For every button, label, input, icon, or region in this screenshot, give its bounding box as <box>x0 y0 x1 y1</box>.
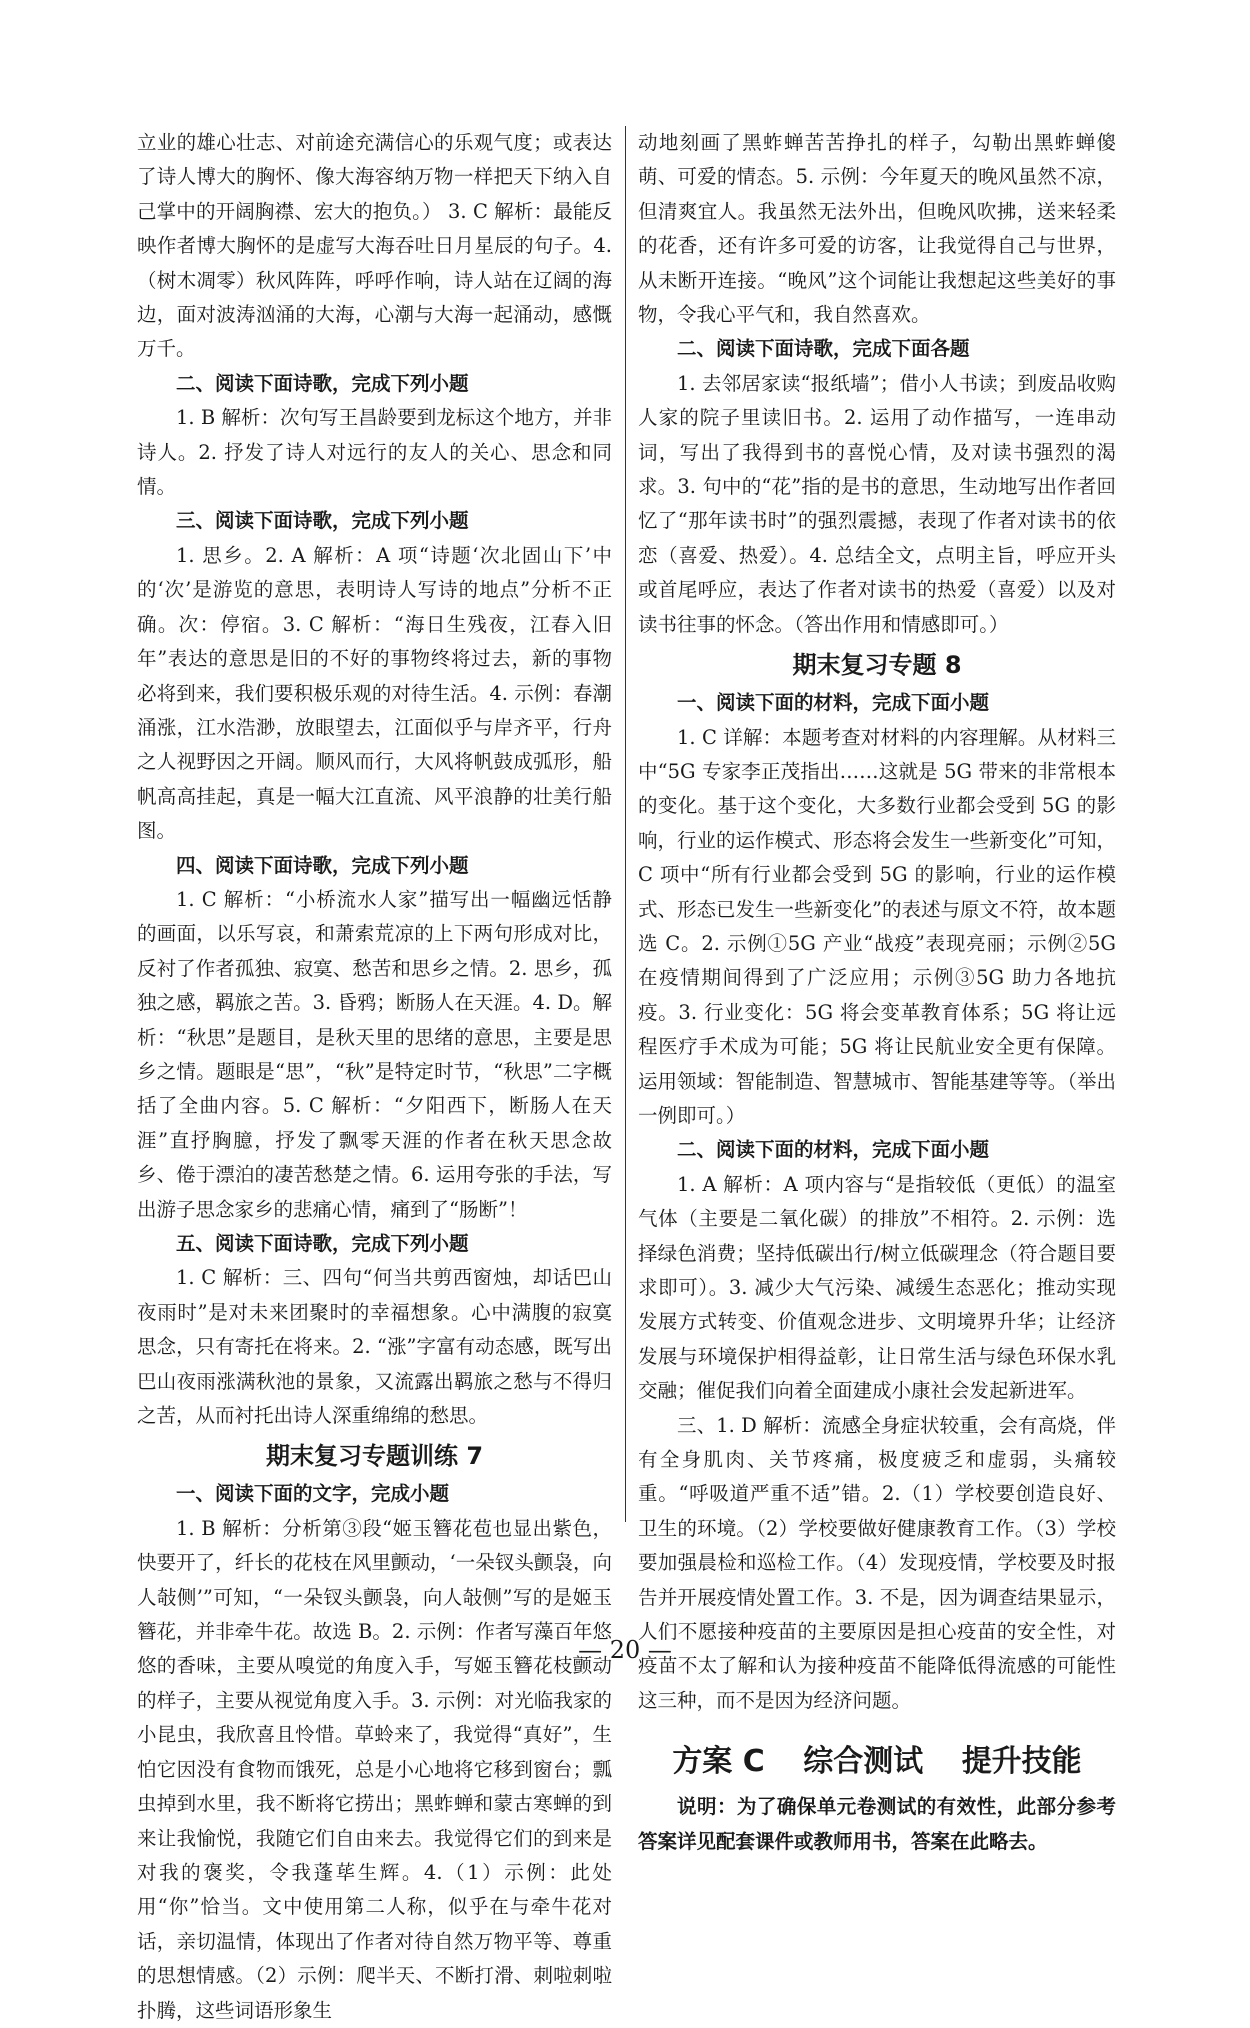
section-heading: 二、阅读下面诗歌，完成下列小题 <box>176 371 469 395</box>
section-heading: 四、阅读下面诗歌，完成下列小题 <box>176 853 469 877</box>
plan-title-part: 方案 C <box>672 1744 765 1780</box>
paragraph: 1. B 解析：分析第③段“姬玉簪花苞也显出紫色，快要开了，纤长的花枝在风里颤动，‘一朵钗头颤袅，向人敧侧’”可知，“一朵钗头颤袅，向人敧侧”写的是姬玉簪花，并非牵牛花。故选 B。2. 示例：作者写藻百年悠悠的香味，主要从嗅觉的角度入手，写姬玉簪花枝颤动的样子，主要从视觉角度入手。3. 示例：对光临我家的小昆虫，我欣喜且怜惜。草蛉来了，我觉得“真好”，生怕它因没有食物而饿死，总是小心地将它移到窗台；瓢虫掉到水里，我不断将它捞出；黑蚱蝉和蒙古寒蝉的到来让我愉悦，我随它们自由来去。我觉得它们的到来是对我的褒奖，令我蓬荜生辉。4.（1）示例：此处用“你”恰当。文中使用第二人称，似乎在与牵牛花对话，亲切温情，体现出了作者对待自然万物平等、尊重的思想情感。（2）示例：爬半天、不断打滑、刺啦刺啦扑腾，这些词语形象生 <box>137 1516 612 2022</box>
paragraph: 1. C 解析：“小桥流水人家”描写出一幅幽远恬静的画面，以乐写哀，和萧索荒凉的上下两句形成对比，反衬了作者孤独、寂寞、愁苦和思乡之情。2. 思乡，孤独之感，羁旅之苦。3. 昏鸦；断肠人在天涯。4. D。解析：“秋思”是题目，是秋天里的思绪的意思，主要是思乡之情。题眼是“思”，“秋”是特定时节，“秋思”二字概括了全曲内容。5. C 解析：“夕阳西下，断肠人在天涯”直抒胸臆，抒发了飘零天涯的作者在秋天思念故乡、倦于漂泊的凄苦愁楚之情。6. 运用夸张的手法，写出游子思念家乡的悲痛心情，痛到了“肠断”！ <box>137 887 612 1221</box>
section-heading: 一、阅读下面的材料，完成下面小题 <box>677 691 990 715</box>
plan-title-part: 综合测试 <box>803 1744 924 1780</box>
paragraph: 1. B 解析：次句写王昌龄要到龙标这个地方，并非诗人。2. 抒发了诗人对远行的友人的关心、思念和同情。 <box>137 406 612 499</box>
paragraph: 三、1. D 解析：流感全身症状较重，会有高烧，伴有全身肌肉、关节疼痛，极度疲乏和虚弱，头痛较重。“呼吸道严重不适”错。2.（1）学校要创造良好、卫生的环境。（2）学校要做好健康教育工作。（3）学校要加强晨检和巡检工作。（4）发现疫情，学校要及时报告并开展疫情处置工作。3. 不是，因为调查结果显示，人们不愿接种疫苗的主要原因是担心疫苗的安全性，对疫苗不太了解和认为接种疫苗不能降低得流感的可能性这三种，而不是因为经济问题。 <box>638 1413 1116 1712</box>
section-heading: 二、阅读下面诗歌，完成下面各题 <box>677 337 970 361</box>
chapter-title: 期末复习专题训练 7 <box>265 1442 484 1471</box>
paragraph: 1. C 详解：本题考查对材料的内容理解。从材料三中“5G 专家李正茂指出……这就是 5G 带来的非常根本的变化。基于这个变化，大多数行业都会受到 5G 的影响，行业的运作模式、形态将会发生一些新变化”可知，C 项中“所有行业都会受到 5G 的影响，行业的运作模式、形态已发生一些新变化”的表述与原文不符，故本题选 C。2. 示例①5G 产业“战疫”表现亮丽；示例②5G 在疫情期间得到了广泛应用；示例③5G 助力各地抗疫。3. 行业变化：5G 将会变革教育体系；5G 将让远程医疗手术成为可能；5G 将让民航业安全更有保障。运用领域：智能制造、智慧城市、智能基建等等。（举出一例即可。） <box>638 725 1116 1127</box>
paragraph: 1. A 解析：A 项内容与“是指较低（更低）的温室气体（主要是二氧化碳）的排放”不相符。2. 示例：选择绿色消费；坚持低碳出行/树立低碳理念（符合题目要求即可）。3. 减少大气污染、减缓生态恶化；推动实现发展方式转变、价值观念进步、文明境界升华；让经济发展与环境保护相得益彰，让日常生活与绿色环保水乳交融；催促我们向着全面建成小康社会发起新进军。 <box>638 1172 1116 1403</box>
section-heading: 一、阅读下面的文字，完成小题 <box>176 1482 450 1506</box>
section-heading: 三、阅读下面诗歌，完成下列小题 <box>176 509 469 533</box>
page-number: — 20 — <box>578 1636 672 1664</box>
paragraph: 1. 思乡。2. A 解析：A 项“诗题‘次北固山下’中的‘次’是游览的意思，表明诗人写诗的地点”分析不正确。次：停宿。3. C 解析：“海日生残夜，江春入旧年”表达的意思是旧的不好的事物终将过去，新的事物必将到来，我们要积极乐观的对待生活。4. 示例：春潮涌涨，江水浩渺，放眼望去，江面似乎与岸齐平，行舟之人视野因之开阔。顺风而行，大风将帆鼓成弧形，船帆高高挂起，真是一幅大江直流、风平浪静的壮美行船图。 <box>137 543 612 843</box>
paragraph: 1. 去邻居家读“报纸墙”；借小人书读；到废品收购人家的院子里读旧书。2. 运用了动作描写，一连串动词，写出了我得到书的喜悦心情，及对读书强烈的渴求。3. 句中的“花”指的是书的意思，生动地写出作者回忆了“那年读书时”的强烈震撼，表现了作者对读书的依恋（喜爱、热爱）。4. 总结全文，点明主旨，呼应开头或首尾呼应，表达了作者对读书的热爱（喜爱）以及对读书往事的怀念。（答出作用和情感即可。） <box>638 371 1116 636</box>
paragraph: 动地刻画了黑蚱蝉苦苦挣扎的样子，勾勒出黑蚱蝉傻萌、可爱的情态。5. 示例：今年夏天的晚风虽然不凉，但清爽宜人。我虽然无法外出，但晚风吹拂，送来轻柔的花香，还有许多可爱的访客，让我觉得自己与世界，从未断开连接。“晚风”这个词能让我想起这些美好的事物，令我心平气和，我自然喜欢。 <box>638 131 1116 327</box>
paragraph: 1. C 解析：三、四句“何当共剪西窗烛，却话巴山夜雨时”是对未来团聚时的幸福想象。心中满腹的寂寞思念，只有寄托在将来。2. “涨”字富有动态感，既写出巴山夜雨涨满秋池的景象，又流露出羁旅之愁与不得归之苦，从而衬托出诗人深重绵绵的愁思。 <box>137 1266 612 1428</box>
plan-title <box>638 1740 1116 1784</box>
right-column <box>638 126 1116 1859</box>
paragraph: 立业的雄心壮志、对前途充满信心的乐观气度；或表达了诗人博大的胸怀、像大海容纳万物一样把天下纳入自己掌中的开阔胸襟、宏大的抱负。） 3. C 解析：最能反映作者博大胸怀的是虚写大海吞吐日月星辰的句子。4.（树木凋零）秋风阵阵，呼呼作响，诗人站在辽阔的海边，面对波涛汹涌的大海，心潮与大海一起涌动，感慨万千。 <box>137 131 612 361</box>
plan-note: 说明：为了确保单元卷测试的有效性，此部分参考答案详见配套课件或教师用书，答案在此略去。 <box>638 1795 1116 1853</box>
plan-title-part: 提升技能 <box>961 1744 1082 1780</box>
section-heading: 五、阅读下面诗歌，完成下列小题 <box>176 1232 469 1255</box>
chapter-title: 期末复习专题 8 <box>792 651 962 680</box>
left-column <box>137 126 612 2028</box>
section-heading: 二、阅读下面的材料，完成下面小题 <box>677 1138 990 1162</box>
column-divider <box>625 126 626 1522</box>
